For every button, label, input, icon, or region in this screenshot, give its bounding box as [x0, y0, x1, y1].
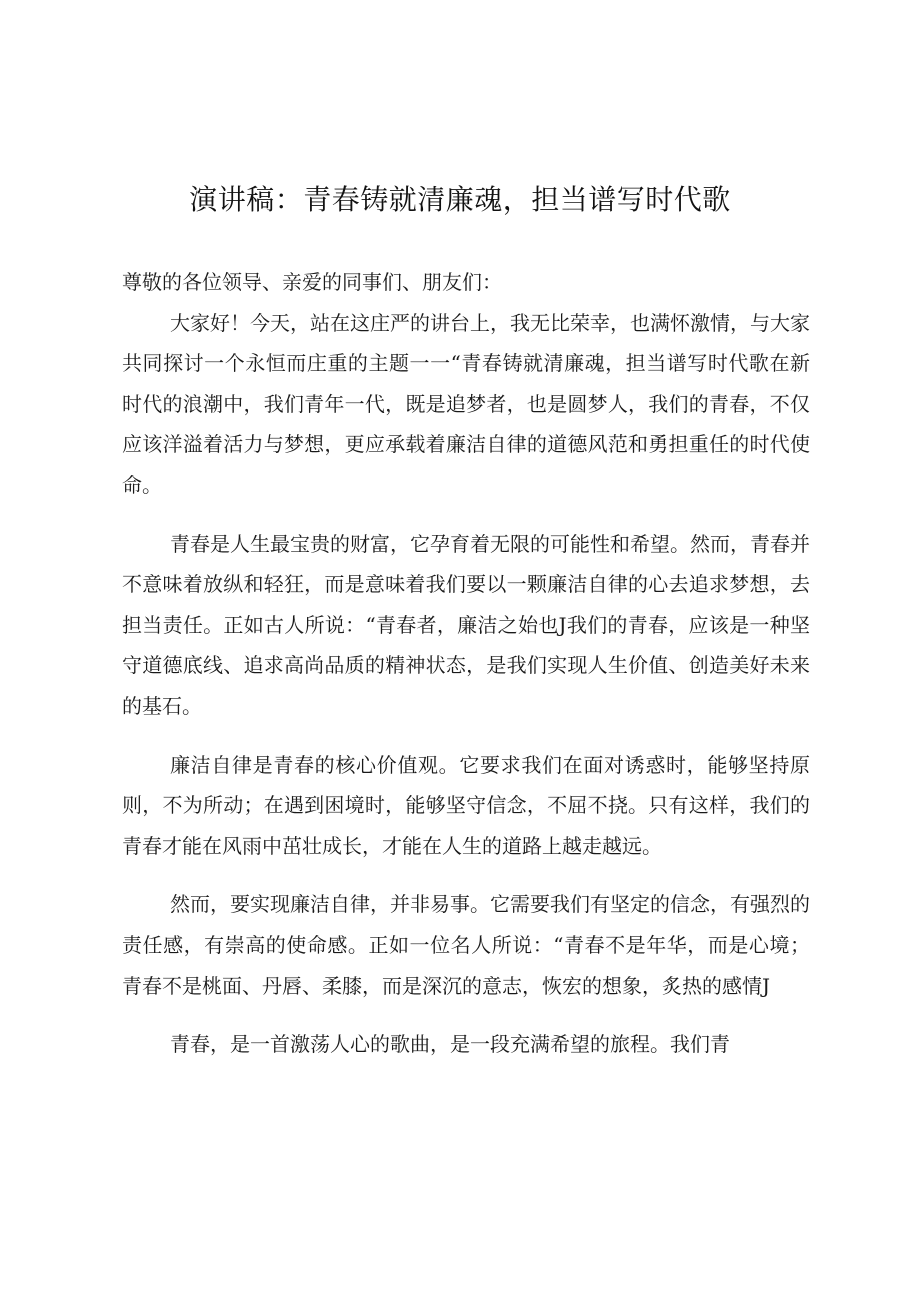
paragraph-3: 廉洁自律是青春的核心价值观。它要求我们在面对诱惑时，能够坚持原则，不为所动；在遇到困境时，能够坚守信念，不屈不挠。只有这样，我们的青春才能在风雨中茁壮成长，才能在人生的道路上越走越远。 — [122, 752, 810, 858]
paragraph-1: 大家好！今天，站在这庄严的讲台上，我无比荣幸，也满怀激情，与大家共同探讨一个永恒而庄重的主题一一“青春铸就清廉魂，担当谱写时代歌在新时代的浪潮中，我们青年一代，既是追梦者，也是圆梦人，我们的青春，不仅应该洋溢着活力与梦想，更应承载着廉洁自律的道德风范和勇担重任的时代使命。 — [122, 310, 810, 497]
document-body — [122, 262, 810, 1065]
paragraph-2: 青春是人生最宝贵的财富，它孕育着无限的可能性和希望。然而，青春并不意味着放纵和轻狂，而是意味着我们要以一颗廉洁自律的心去追求梦想，去担当责任。正如古人所说：“青春者，廉洁之始也J我们的青春，应该是一种坚守道德底线、追求高尚品质的精神状态，是我们实现人生价值、创造美好未来的基石。 — [122, 531, 810, 718]
salutation: 尊敬的各位领导、亲爱的同事们、朋友们： — [122, 270, 502, 294]
document-title: 演讲稿：青春铸就清廉魂，担当谱写时代歌 — [189, 183, 731, 216]
paragraph-4: 然而，要实现廉洁自律，并非易事。它需要我们有坚定的信念，有强烈的责任感，有崇高的使命感。正如一位名人所说：“青春不是年华，而是心境；青春不是桃面、丹唇、柔膝，而是深沉的意志，恢宏的想象，炙热的感情J — [122, 892, 810, 998]
paragraph-5: 青春，是一首激荡人心的歌曲，是一段充满希望的旅程。我们青 — [170, 1032, 730, 1057]
